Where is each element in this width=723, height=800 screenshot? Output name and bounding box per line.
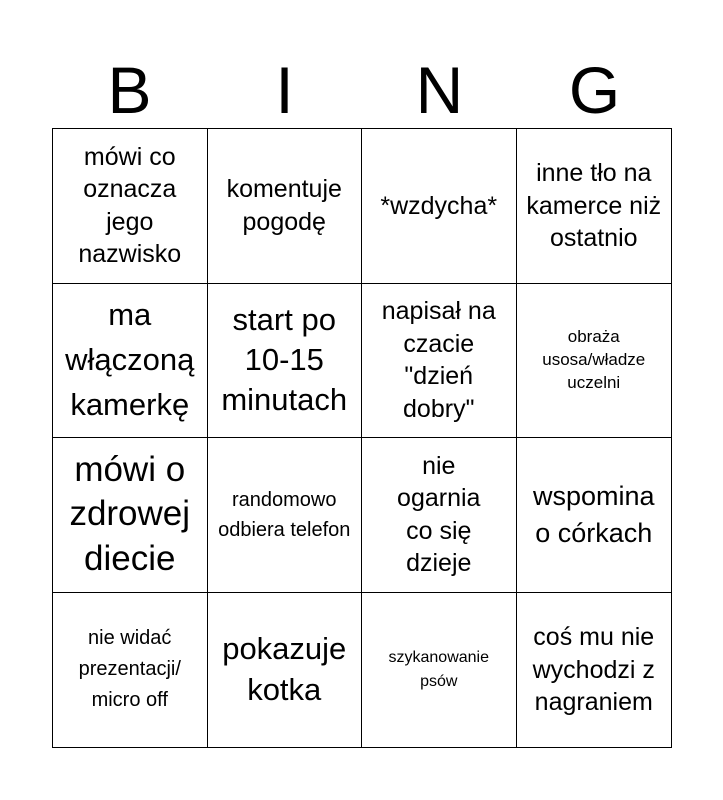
bingo-cell[interactable] <box>362 438 517 593</box>
bingo-cell[interactable] <box>53 438 208 593</box>
bingo-header <box>52 52 672 128</box>
bingo-cell-text: ma włączoną kamerkę <box>65 296 195 422</box>
bingo-cell-text: mówi o zdrowej diecie <box>69 449 191 579</box>
bingo-cell-text: start po 10-15 minutach <box>221 301 348 418</box>
bingo-cell-text: obraża usosa/władze uczelni <box>542 326 646 392</box>
bingo-cell[interactable] <box>362 593 517 748</box>
bingo-cell[interactable] <box>208 284 363 439</box>
bingo-cell-text: *wzdycha* <box>380 191 498 220</box>
bingo-cell-text: komentuje pogodę <box>226 175 342 236</box>
bingo-cell-text: nie ogarnia co się dzieje <box>397 451 481 578</box>
bingo-cell[interactable] <box>517 129 672 284</box>
bingo-cell[interactable] <box>53 129 208 284</box>
bingo-cell-text: inne tło na kamerce niż ostatnio <box>526 159 662 252</box>
bingo-cell-text: pokazuje kotka <box>222 631 347 707</box>
bingo-grid <box>52 128 672 748</box>
bingo-cell-text: szykanowanie psów <box>388 648 489 690</box>
bingo-cell[interactable] <box>208 438 363 593</box>
bingo-cell[interactable] <box>362 284 517 439</box>
bingo-cell[interactable] <box>53 593 208 748</box>
bingo-cell-text: randomowo odbiera telefon <box>218 488 351 541</box>
header-letter-b: B <box>107 53 152 127</box>
header-letter-n: N <box>415 53 464 127</box>
header-letter-g: G <box>568 53 621 127</box>
bingo-cell-text: mówi co oznacza jego nazwisko <box>78 142 182 269</box>
bingo-cell[interactable] <box>362 129 517 284</box>
bingo-cell-text: nie widać prezentacji/ micro off <box>78 627 181 712</box>
bingo-cell[interactable] <box>517 438 672 593</box>
bingo-cell[interactable] <box>208 593 363 748</box>
bingo-cell-text: wspomina o córkach <box>532 481 655 548</box>
bingo-cell[interactable] <box>208 129 363 284</box>
bingo-cell-text: coś mu nie wychodzi z nagraniem <box>532 623 655 716</box>
bingo-cell-text: napisał na czacie "dzień dobry" <box>381 297 496 423</box>
header-letter-i: I <box>275 53 294 127</box>
bingo-cell[interactable] <box>517 284 672 439</box>
bingo-cell[interactable] <box>517 593 672 748</box>
bingo-cell[interactable] <box>53 284 208 439</box>
